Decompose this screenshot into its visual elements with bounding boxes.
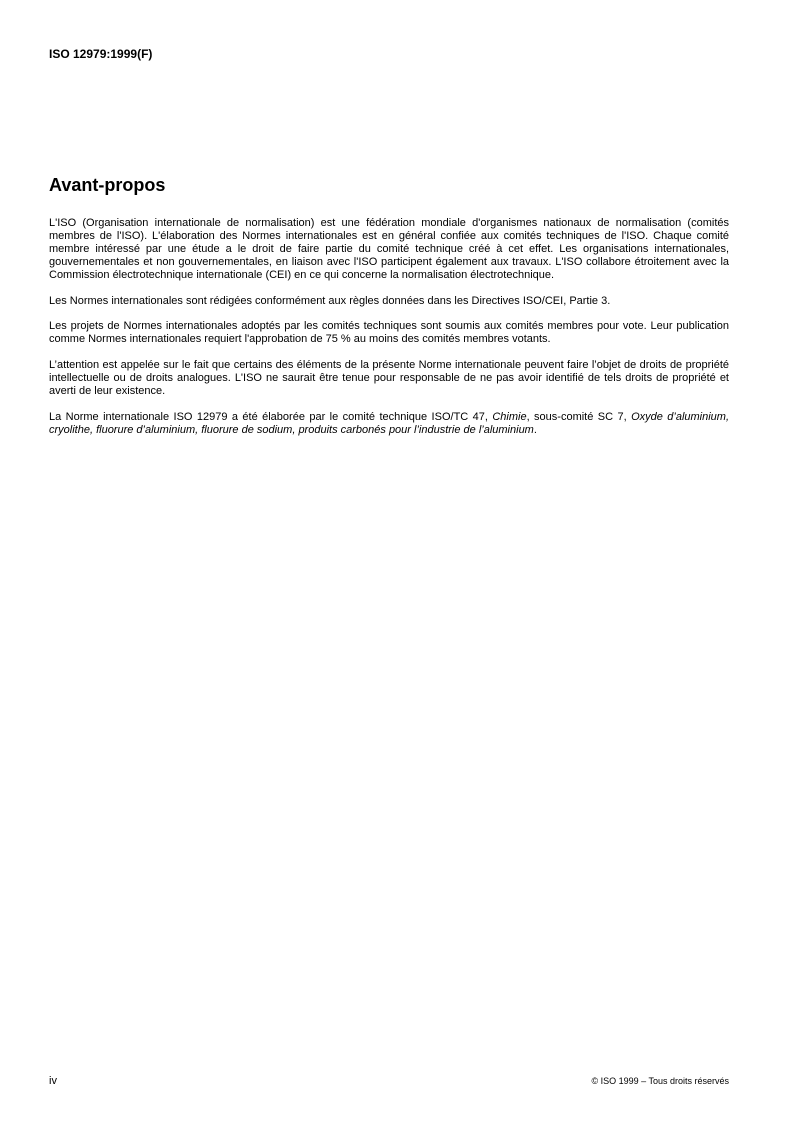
- committee-text-1: La Norme internationale ISO 12979 a été élaborée par le comité technique ISO/TC 47,: [49, 410, 493, 423]
- paragraph-committee: [49, 411, 729, 437]
- committee-text-2: , sous-comité SC 7,: [526, 410, 632, 423]
- page-number: iv: [49, 1075, 57, 1087]
- document-id: ISO 12979:1999(F): [49, 47, 153, 61]
- section-title: Avant-propos: [49, 175, 166, 195]
- paragraph-patent-notice: L’attention est appelée sur le fait que certains des éléments de la présente Norme internationale peuvent faire l’objet de droits de propriété intellectuelle ou de droits analogues. L'ISO ne saurait être tenue pour responsable de ne pas avoir identifié de tels droits de propriété et averti de leur existence.: [49, 359, 729, 398]
- copyright-notice: © ISO 1999 – Tous droits réservés: [591, 1076, 729, 1086]
- paragraph-directives: Les Normes internationales sont rédigées conformément aux règles données dans les Directives ISO/CEI, Partie 3.: [49, 294, 611, 307]
- foreword-body: [49, 217, 729, 450]
- committee-text-3: .: [533, 423, 537, 436]
- paragraph-iso-overview: L'ISO (Organisation internationale de normalisation) est une fédération mondiale d'organismes nationaux de normalisation (comités membres de l'ISO). L'élaboration des Normes internationales est en général confiée aux comités techniques de l'ISO. Chaque comité membre intéressé par une étude a le droit de faire partie du comité technique créé à cet effet. Les organisations internationales, gouvernementales et non gouvernementales, en liaison avec l'ISO participent également aux travaux. L'ISO collabore étroitement avec la Commission électrotechnique internationale (CEI) en ce qui concerne la normalisation électrotechnique.: [49, 217, 729, 281]
- subcommittee-name: Oxyde d’aluminium, cryolithe, fluorure d’aluminium, fluorure de sodium, produits carbonés pour l’industrie de l’aluminium: [49, 410, 730, 436]
- committee-name: Chimie: [492, 410, 527, 423]
- paragraph-voting: Les projets de Normes internationales adoptés par les comités techniques sont soumis aux comités membres pour vote. Leur publication comme Normes internationales requiert l'approbation de 75 % au moins des comités membres votants.: [49, 320, 729, 346]
